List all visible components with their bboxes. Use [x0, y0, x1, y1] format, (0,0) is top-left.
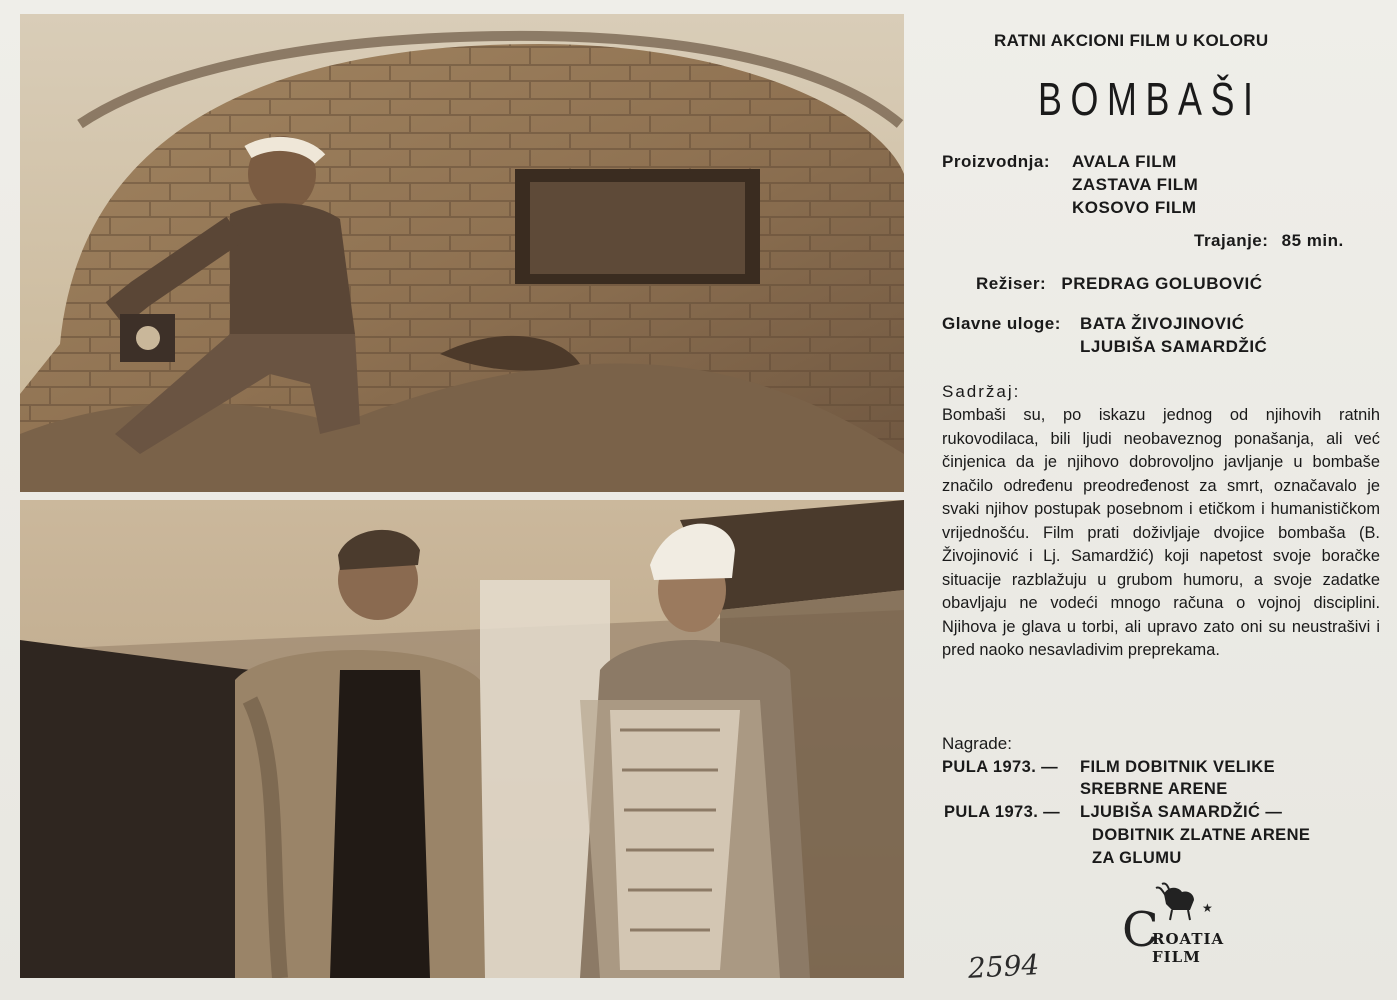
duration-value: 85 min. — [1281, 231, 1344, 250]
production-label: Proizvodnja: — [942, 152, 1051, 171]
logo-text-bottom: FILM — [1152, 948, 1201, 966]
production-company: ZASTAVA FILM — [1072, 175, 1199, 194]
award-line: LJUBIŠA SAMARDŽIĆ — — [1080, 803, 1283, 821]
award-line: SREBRNE ARENE — [1080, 780, 1228, 798]
award-line: DOBITNIK ZLATNE ARENE — [1092, 826, 1311, 844]
cast-actor: LJUBIŠA SAMARDŽIĆ — [1080, 337, 1268, 356]
production-row — [942, 152, 1050, 172]
cast-actor: BATA ŽIVOJINOVIĆ — [1080, 314, 1245, 333]
handwritten-number: 2594 — [967, 948, 1041, 985]
award-line: FILM DOBITNIK VELIKE — [1080, 758, 1275, 776]
award-prefix: PULA 1973. — — [942, 758, 1059, 776]
award-prefix: PULA 1973. — — [944, 803, 1061, 821]
cast-label: Glavne uloge: — [942, 314, 1061, 333]
photo-soldier-and-nurse — [20, 500, 904, 978]
production-company: KOSOVO FILM — [1072, 198, 1197, 217]
director-row — [976, 274, 1263, 294]
awards-label: Nagrade: — [942, 734, 1012, 753]
svg-text:C: C — [1122, 902, 1159, 958]
svg-text:★: ★ — [1202, 901, 1213, 915]
photo-soldier-on-bunker — [20, 14, 904, 492]
croatia-film-logo — [1116, 880, 1226, 970]
duration-label: Trajanje: — [1194, 231, 1269, 250]
production-company: AVALA FILM — [1072, 152, 1177, 171]
film-title: BOMBAŠI — [1038, 73, 1262, 125]
synopsis-text: Bombaši su, po iskazu jednog od njihovih ratnih rukovodilaca, bili ljudi neobaveznog ponašanja, ali već činjenica da je njihovo dobrovoljno javljanje u bombaše značilo određenu preodređenost za smrt, označavalo je svaki njihov postupak posebnom i etičkom i humanističkom vrijednošću. Film prati doživljaje dvojice bombaša (B. Živojinović i Lj. Samardžić) koji napetost svoje boračke situacije razblažuju u grubom humoru, a svoje zadatke obavljaju ne vodeći mnogo računa o vojnoj disciplini. Njihova je glava u torbi, ali upravo zato oni su neustrašivi i pred naoko nesavladivim preprekama. — [942, 406, 1380, 659]
duration-row — [1194, 231, 1344, 251]
synopsis-label: Sadržaj: — [942, 382, 1021, 401]
award-line: ZA GLUMU — [1092, 849, 1182, 867]
director-label: Režiser: — [976, 274, 1047, 293]
info-column — [942, 0, 1382, 1000]
film-tagline: RATNI AKCIONI FILM U KOLORU — [994, 31, 1269, 50]
director-name: PREDRAG GOLUBOVIĆ — [1061, 274, 1263, 293]
logo-text-top: ROATIA — [1152, 930, 1225, 948]
